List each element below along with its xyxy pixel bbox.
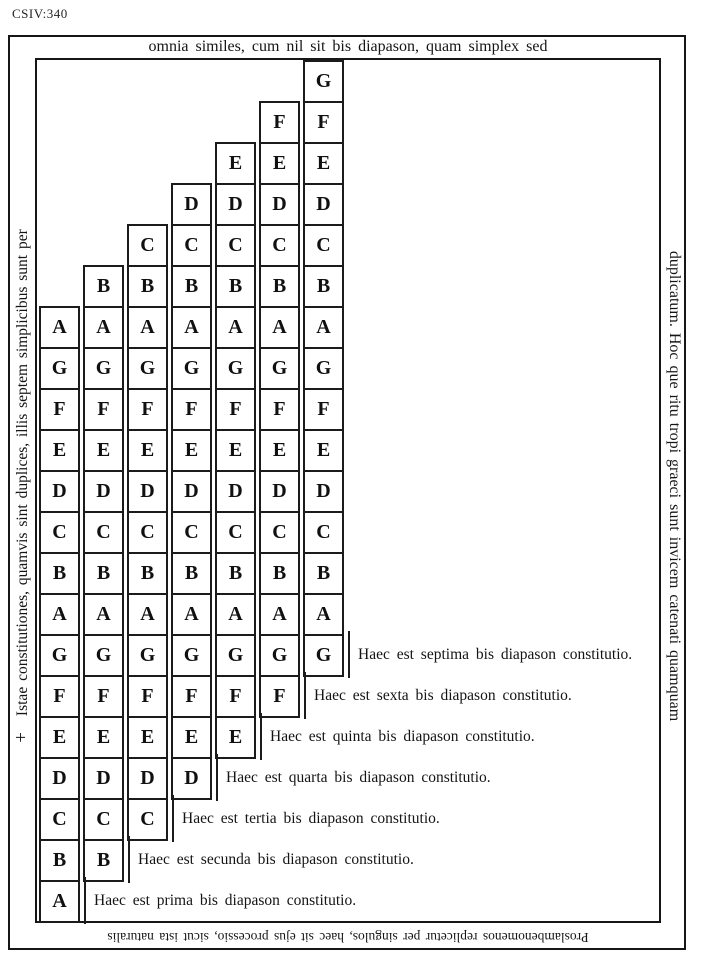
note-cell: F <box>171 675 212 718</box>
note-cell: A <box>127 306 168 349</box>
note-cell: F <box>303 101 344 144</box>
page-reference: CSIV:340 <box>12 6 68 21</box>
note-cell: D <box>83 470 124 513</box>
note-cell: A <box>259 306 300 349</box>
note-cell: G <box>39 347 80 390</box>
note-cell: C <box>303 511 344 554</box>
note-cell: D <box>127 470 168 513</box>
note-cell: G <box>303 634 344 677</box>
note-cell: G <box>259 634 300 677</box>
note-cell: B <box>215 265 256 308</box>
note-cell: D <box>259 470 300 513</box>
note-cell: B <box>171 265 212 308</box>
note-cell: F <box>83 675 124 718</box>
note-cell: D <box>83 757 124 800</box>
note-cell: B <box>303 552 344 595</box>
note-cell: E <box>127 716 168 759</box>
note-cell: E <box>215 429 256 472</box>
note-cell: F <box>171 388 212 431</box>
note-cell: B <box>127 552 168 595</box>
note-cell: E <box>127 429 168 472</box>
frame-text-bottom: Proslambenomenos replicetur per singulos, haec sit ejus processio, sicut ista naturalis <box>107 930 589 945</box>
note-cell: F <box>259 101 300 144</box>
note-cell: G <box>39 634 80 677</box>
note-cell: D <box>171 470 212 513</box>
note-cell: C <box>127 224 168 267</box>
note-cell: G <box>215 347 256 390</box>
note-cell: G <box>303 347 344 390</box>
note-cell: A <box>83 306 124 349</box>
note-cell: E <box>83 716 124 759</box>
note-cell: F <box>215 388 256 431</box>
note-cell: E <box>83 429 124 472</box>
note-cell: C <box>215 511 256 554</box>
note-cell: G <box>83 634 124 677</box>
label-divider-line <box>84 877 86 924</box>
note-cell: B <box>39 552 80 595</box>
note-cell: F <box>303 388 344 431</box>
label-divider-line <box>128 836 130 883</box>
note-cell: G <box>303 60 344 103</box>
note-cell: B <box>259 265 300 308</box>
note-cell: G <box>127 347 168 390</box>
frame-text-left <box>9 196 35 776</box>
note-column <box>215 142 256 759</box>
note-cell: A <box>83 593 124 636</box>
note-cell: F <box>215 675 256 718</box>
note-cell: G <box>171 347 212 390</box>
note-cell: C <box>303 224 344 267</box>
note-column <box>127 224 168 841</box>
note-cell: A <box>259 593 300 636</box>
note-column <box>83 265 124 882</box>
note-cell: D <box>171 183 212 226</box>
note-cell: B <box>83 552 124 595</box>
note-cell: D <box>39 470 80 513</box>
note-cell: G <box>83 347 124 390</box>
note-cell: B <box>127 265 168 308</box>
constitution-label: Haec est prima bis diapason constitutio. <box>94 892 357 909</box>
note-cell: A <box>39 593 80 636</box>
note-cell: F <box>259 675 300 718</box>
note-cell: D <box>303 183 344 226</box>
note-cell: E <box>259 142 300 185</box>
constitution-label: Haec est sexta bis diapason constitutio. <box>314 687 572 704</box>
note-cell: E <box>39 429 80 472</box>
note-cell: F <box>39 388 80 431</box>
note-cell: A <box>215 593 256 636</box>
constitution-label: Haec est quinta bis diapason constitutio. <box>270 728 535 745</box>
frame-text-left-label: Istae constitutiones, quamvis sint duplices, illis septem simplicibus sunt per <box>14 229 31 717</box>
note-cell: G <box>127 634 168 677</box>
note-cell: E <box>39 716 80 759</box>
label-divider-line <box>216 754 218 801</box>
label-divider-line <box>304 672 306 719</box>
note-cell: C <box>127 511 168 554</box>
note-cell: F <box>127 388 168 431</box>
note-cell: D <box>215 470 256 513</box>
note-cell: E <box>171 716 212 759</box>
label-divider-line <box>348 631 350 678</box>
note-cell: A <box>127 593 168 636</box>
note-cell: A <box>39 306 80 349</box>
note-column <box>259 101 300 718</box>
note-cell: E <box>215 716 256 759</box>
note-cell: E <box>303 429 344 472</box>
note-cell: A <box>215 306 256 349</box>
note-cell: C <box>171 224 212 267</box>
note-column <box>39 306 80 923</box>
note-cell: D <box>259 183 300 226</box>
label-divider-line <box>172 795 174 842</box>
note-cell: C <box>39 798 80 841</box>
label-divider-line <box>260 713 262 760</box>
note-cell: A <box>171 593 212 636</box>
note-cell: A <box>39 880 80 923</box>
note-cell: D <box>39 757 80 800</box>
note-cell: C <box>127 798 168 841</box>
note-cell: B <box>215 552 256 595</box>
note-cell: B <box>259 552 300 595</box>
constitution-label: Haec est tertia bis diapason constitutio. <box>182 810 440 827</box>
note-cell: C <box>215 224 256 267</box>
note-cell: D <box>127 757 168 800</box>
note-cell: F <box>39 675 80 718</box>
constitution-label: Haec est secunda bis diapason constitutio. <box>138 851 414 868</box>
note-cell: D <box>303 470 344 513</box>
note-cell: F <box>259 388 300 431</box>
note-cell: A <box>171 306 212 349</box>
note-cell: C <box>171 511 212 554</box>
note-cell: D <box>215 183 256 226</box>
note-cell: C <box>259 511 300 554</box>
note-cell: B <box>83 265 124 308</box>
note-cell: F <box>83 388 124 431</box>
cross-icon: + <box>11 732 32 743</box>
note-cell: B <box>83 839 124 882</box>
frame-text-top: omnia similes, cum nil sit bis diapason, quam simplex sed <box>148 38 548 55</box>
frame-text-right: duplicatum. Hoc que ritu tropi graeci sunt invicem catenati quamquam <box>666 250 683 722</box>
constitution-label: Haec est quarta bis diapason constitutio. <box>226 769 491 786</box>
note-cell: A <box>303 593 344 636</box>
note-cell: C <box>259 224 300 267</box>
note-cell: A <box>303 306 344 349</box>
note-cell: C <box>39 511 80 554</box>
note-cell: C <box>83 798 124 841</box>
note-cell: E <box>303 142 344 185</box>
note-cell: E <box>171 429 212 472</box>
note-cell: E <box>215 142 256 185</box>
note-cell: D <box>171 757 212 800</box>
note-cell: F <box>127 675 168 718</box>
constitution-label: Haec est septima bis diapason constitutio. <box>358 646 633 663</box>
note-cell: G <box>215 634 256 677</box>
note-column <box>171 183 212 800</box>
note-cell: E <box>259 429 300 472</box>
note-cell: B <box>303 265 344 308</box>
note-cell: G <box>171 634 212 677</box>
note-cell: B <box>39 839 80 882</box>
note-cell: B <box>171 552 212 595</box>
note-cell: G <box>259 347 300 390</box>
note-column <box>303 60 344 677</box>
note-cell: C <box>83 511 124 554</box>
